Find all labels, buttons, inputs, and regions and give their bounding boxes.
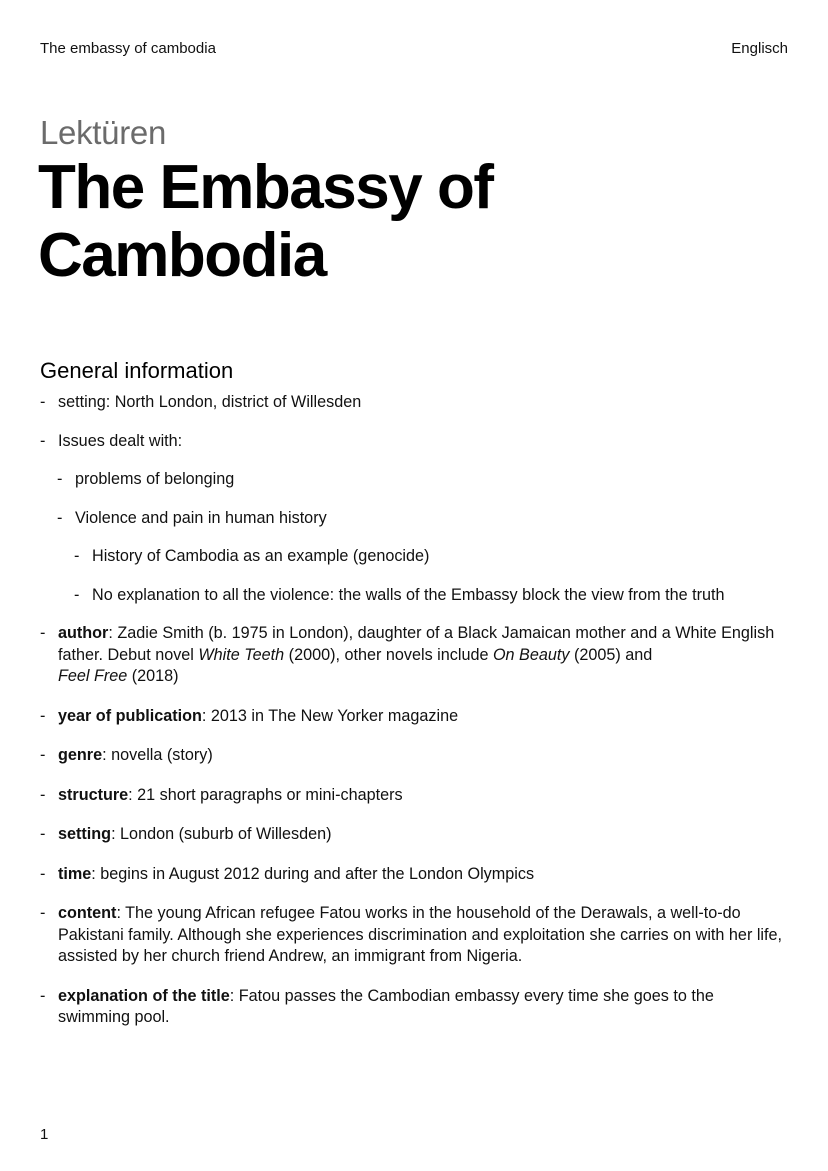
category-label: Lektüren	[40, 114, 167, 151]
item-text: : 21 short paragraphs or mini-chapters	[128, 785, 403, 804]
list-item-no-explanation	[74, 585, 772, 607]
item-text: setting: North London, district of Willesden	[58, 393, 362, 411]
dash-bullet: -	[74, 547, 80, 565]
list-item-issues	[40, 431, 790, 453]
item-text: problems of belonging	[75, 470, 235, 488]
dash-bullet: -	[40, 986, 46, 1005]
item-text: Violence and pain in human history	[75, 508, 327, 527]
item-text: History of Cambodia as an example (genocide)	[92, 547, 430, 565]
list-item-time	[40, 864, 790, 886]
dash-bullet: -	[40, 746, 46, 764]
item-text: (2018)	[127, 667, 179, 685]
list-item-author	[40, 623, 790, 688]
item-label: explanation of the title	[58, 986, 230, 1005]
page-number: 1	[40, 1126, 49, 1143]
item-text: (2005) and	[569, 645, 653, 664]
dash-bullet: -	[40, 624, 46, 642]
header-document-title: The embassy of cambodia	[40, 40, 216, 57]
list-item-setting-general	[40, 392, 790, 414]
item-text: : Fatou passes the Cambodian embassy every time she goes to the swimming pool.	[58, 986, 714, 1026]
list-item-belonging	[57, 469, 790, 491]
dash-bullet: -	[57, 508, 63, 527]
item-text: Issues dealt with:	[58, 431, 183, 450]
item-text: : The young African refugee Fatou works in the household of the Derawals, a well-to-do Pakistani family. Although she experiences discrimination and exploitation she carries on with her life, assisted by her church friend Andrew, an immigrant from Nigeria.	[58, 904, 783, 965]
item-label: setting	[58, 825, 112, 843]
general-info-list	[40, 392, 790, 1029]
dash-bullet: -	[40, 431, 46, 450]
list-item-title-explanation	[40, 986, 790, 1029]
item-label: author	[58, 624, 109, 642]
dash-bullet: -	[40, 706, 46, 725]
work-title: White Teeth	[198, 645, 285, 664]
item-label: time	[58, 864, 92, 883]
list-item-setting	[40, 824, 790, 846]
list-item-year	[40, 706, 790, 728]
list-item-genre	[40, 745, 790, 767]
item-text: : London (suburb of Willesden)	[111, 825, 332, 843]
dash-bullet: -	[74, 585, 80, 604]
work-title: Feel Free	[58, 667, 128, 685]
item-text: : 2013 in The New Yorker magazine	[201, 706, 459, 725]
item-text: No explanation to all the violence: the walls of the Embassy block the view from the truth	[92, 585, 725, 604]
dash-bullet: -	[40, 864, 46, 883]
dash-bullet: -	[40, 393, 46, 411]
dash-bullet: -	[40, 785, 46, 804]
dash-bullet: -	[57, 470, 63, 488]
item-text: : novella (story)	[102, 746, 213, 764]
dash-bullet: -	[40, 904, 46, 922]
header-subject: Englisch	[731, 40, 788, 57]
work-title: On Beauty	[492, 645, 570, 664]
list-item-structure	[40, 785, 790, 807]
item-label: genre	[58, 746, 103, 764]
item-label: year of publication	[58, 706, 202, 725]
item-text: : begins in August 2012 during and after the London Olympics	[91, 864, 535, 883]
page-title: The Embassy of Cambodia	[38, 153, 493, 290]
dash-bullet: -	[40, 825, 46, 843]
item-label: structure	[58, 785, 129, 804]
section-heading: General information	[40, 358, 234, 383]
item-label: content	[58, 904, 117, 922]
list-item-content	[40, 903, 790, 968]
list-item-violence	[57, 508, 790, 530]
item-text: (2000), other novels include	[284, 645, 493, 664]
list-item-cambodia-history	[74, 546, 790, 568]
item-text: : Zadie Smith (b. 1975 in London), daughter of a Black Jamaican mother and a White English father. Debut novel	[58, 624, 775, 664]
